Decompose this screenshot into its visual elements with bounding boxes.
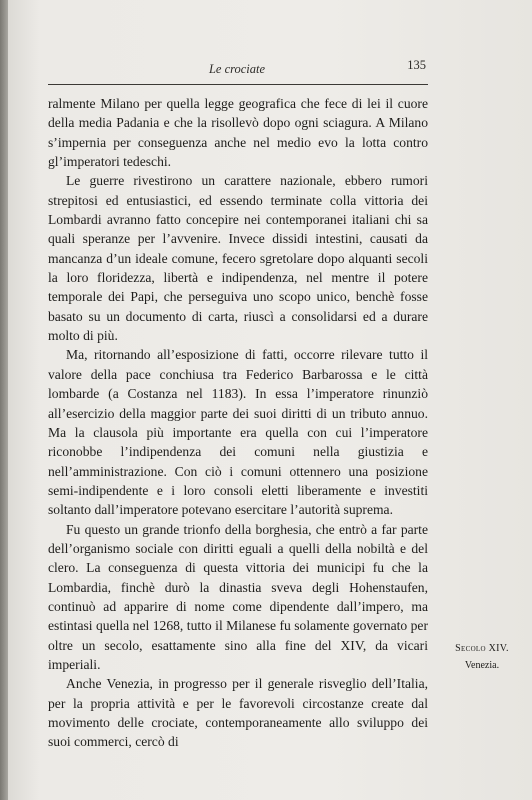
margin-note-century: Secolo XIV. xyxy=(455,643,509,654)
header-rule xyxy=(48,84,428,85)
paragraph-4: Fu questo un grande trionfo della borghesia, che entrò a far parte dell’organismo sociale con diritti eguali a quelli della nobiltà e del clero. La conseguenza di questa vittoria dei municipi fu che la Lombardia, finchè durò la dinastia sveva degli Hohenstaufen, continuò ad apparire di nome come dipendente dall’impero, ma estintasi quella nel 1268, tutto il Milanese fu solamente governato per oltre un secolo, esattamente sino alla fine del XIV, da vicari imperiali. xyxy=(48,521,428,672)
page-edge-shadow xyxy=(0,0,8,800)
paragraph-2: Le guerre rivestirono un carattere nazionale, ebbero rumori strepitosi ed entusiastici, ed essendo terminate colla vittoria dei Lombardi avranno fatto concepire nei contemporanei italiani chi sa quali speranze per l’avvenire. Invece dissidi intestini, causati da mancanza d’un ideale comune, fecero sgretolare dopo alquanti secoli la loro floridezza, libertà e indipendenza, nel mentre il potere temporale dei Papi, che perseguiva uno scopo unico, benchè fosse basato su un documento di carta, riuscì a consolidarsi ed a durare molto di più. xyxy=(48,173,428,344)
margin-note xyxy=(439,640,525,674)
margin-note-topic: Venezia. xyxy=(464,660,500,671)
running-title: Le crociate xyxy=(208,62,266,76)
paragraph-3: Ma, ritornando all’esposizione di fatti, occorre rilevare tutto il valore della pace conchiusa tra Federico Barbarossa e le città lombarde (a Costanza nel 1183). In essa l’imperatore rinunziò all’esercizio della maggior parte dei suoi diritti di un tributo annuo. Ma la clausola più importante era quella con cui l’imperatore riconobbe l’indipendenza dei comuni nella giustizia e nell’amministrazione. Con ciò i comuni ottennero una posizione semi-indipendente e i loro consoli eletti liberamente e investiti soltanto dall’imperatore potevano esercitare l’autorità suprema. xyxy=(48,347,428,518)
page-number: 135 xyxy=(407,58,426,72)
body-text xyxy=(48,94,428,752)
page-header xyxy=(48,58,426,80)
paragraph-5: Anche Venezia, in progresso per il generale risveglio dell’Italia, per la propria attività e per le favorevoli circostanze create dal movimento delle crociate, contemporaneamente allo sviluppo dei suoi commerci, cercò di xyxy=(48,676,428,750)
paragraph-1: ralmente Milano per quella legge geografica che fece di lei il cuore della media Padania e che la risollevò dopo ogni sciagura. A Milano s’impernia per conseguenza anche nel medio evo la lotta contro gl’imperatori tedeschi. xyxy=(48,96,428,170)
